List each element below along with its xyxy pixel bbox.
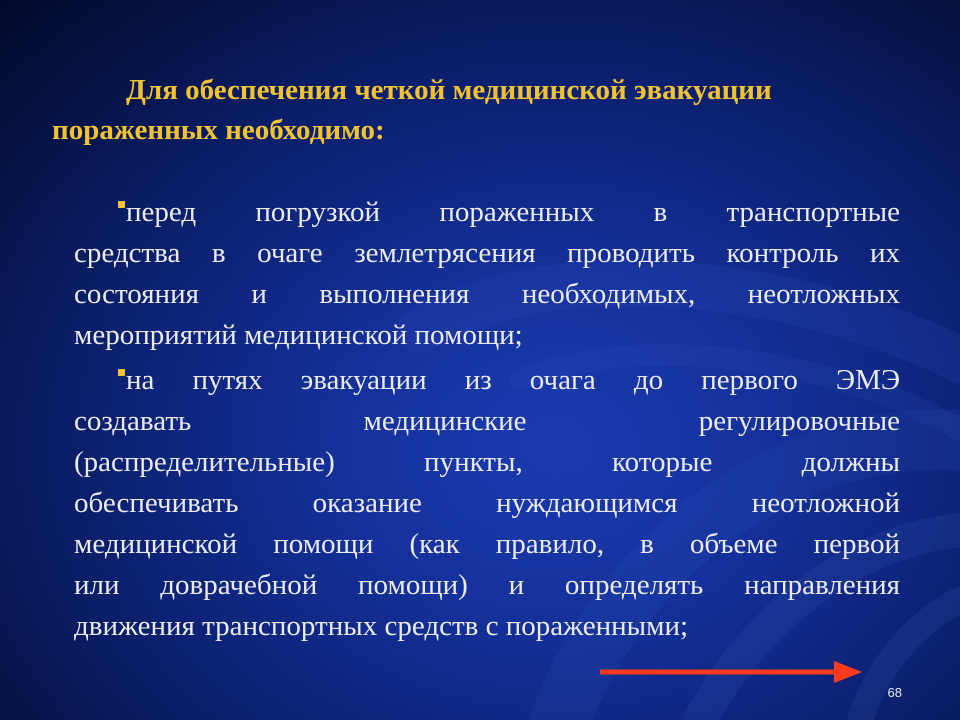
bullet-item (74, 192, 900, 356)
bullet-line: состояния и выполнения необходимых, неотложных (74, 278, 900, 310)
bullet-line: мероприятий медицинской помощи; (74, 319, 523, 351)
bullet-line: обеспечивать оказание нуждающимся неотложной (74, 487, 900, 519)
bullet-line: создавать медицинские регулировочные (74, 405, 900, 437)
slide-title (52, 70, 900, 150)
square-bullet-icon (118, 369, 125, 376)
bullet-item (74, 360, 900, 647)
page-number: 68 (887, 685, 902, 700)
right-arrow-icon[interactable] (598, 657, 866, 687)
square-bullet-icon (118, 201, 125, 208)
bullet-line: медицинской помощи (как правило, в объеме первой (74, 528, 900, 560)
title-line-1: Для обеспечения четкой медицинской эвакуации (126, 74, 772, 106)
bullet-list (74, 192, 900, 651)
bullet-line-text: перед погрузкой пораженных в транспортные (126, 196, 900, 228)
bullet-line (74, 360, 900, 401)
bullet-line-text: на путях эвакуации из очага до первого ЭМЭ (126, 364, 900, 396)
bullet-line: средства в очаге землетрясения проводить контроль их (74, 237, 900, 269)
bullet-line (74, 192, 900, 233)
bullet-line: движения транспортных средств с пораженными; (74, 610, 689, 642)
title-line-2: пораженных необходимо: (52, 114, 385, 146)
bullet-line: (распределительные) пункты, которые должны (74, 446, 900, 478)
bullet-line: или доврачебной помощи) и определять направления (74, 569, 900, 601)
